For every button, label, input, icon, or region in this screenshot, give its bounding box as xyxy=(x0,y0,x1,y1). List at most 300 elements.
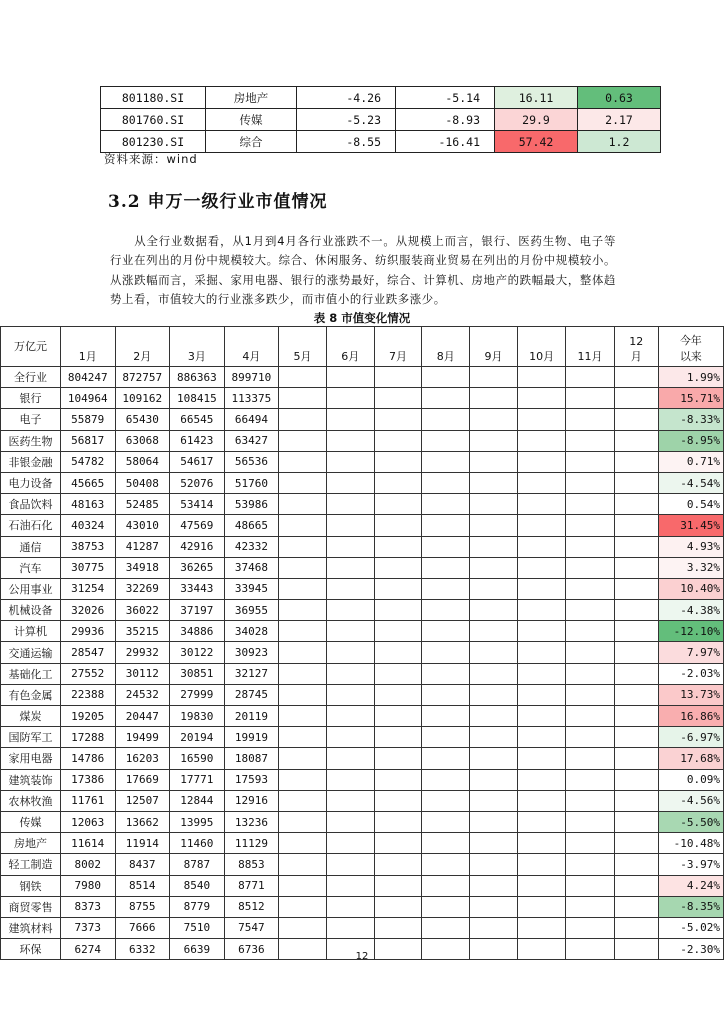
month-value-cell: 18087 xyxy=(224,748,279,769)
month-value-cell: 33443 xyxy=(170,578,225,599)
empty-month-cell xyxy=(279,854,327,875)
ytd-change-cell: 7.97% xyxy=(658,642,723,663)
empty-month-cell xyxy=(374,600,422,621)
empty-month-cell xyxy=(614,600,658,621)
ytd-change-cell: -8.95% xyxy=(658,430,723,451)
industry-name-cell: 建筑装饰 xyxy=(1,769,61,790)
empty-month-cell xyxy=(279,875,327,896)
month-value-cell: 29936 xyxy=(60,621,115,642)
empty-month-cell xyxy=(374,854,422,875)
month-value-cell: 38753 xyxy=(60,536,115,557)
month-value-cell: 63068 xyxy=(115,430,170,451)
month-value-cell: 8002 xyxy=(60,854,115,875)
empty-month-cell xyxy=(470,727,518,748)
month-value-cell: 48665 xyxy=(224,515,279,536)
empty-month-cell xyxy=(614,515,658,536)
table-row xyxy=(1,451,724,472)
empty-month-cell xyxy=(326,917,374,938)
empty-month-cell xyxy=(614,875,658,896)
month-value-cell: 36265 xyxy=(170,557,225,578)
month-value-cell: 66494 xyxy=(224,409,279,430)
month-header: 1月 xyxy=(60,327,115,367)
industry-name-cell: 国防军工 xyxy=(1,727,61,748)
index-returns-table xyxy=(100,86,661,153)
empty-month-cell xyxy=(422,854,470,875)
ytd-change-cell: 0.71% xyxy=(658,451,723,472)
month-header: 7月 xyxy=(374,327,422,367)
table-row xyxy=(1,642,724,663)
table-row xyxy=(1,409,724,430)
empty-month-cell xyxy=(374,494,422,515)
empty-month-cell xyxy=(566,536,614,557)
month-value-cell: 47569 xyxy=(170,515,225,536)
empty-month-cell xyxy=(326,748,374,769)
value-cell: -8.55 xyxy=(297,131,396,153)
industry-name-cell: 通信 xyxy=(1,536,61,557)
month-header: 9月 xyxy=(470,327,518,367)
empty-month-cell xyxy=(374,727,422,748)
empty-month-cell xyxy=(614,727,658,748)
ytd-change-cell: 4.24% xyxy=(658,875,723,896)
industry-name-cell: 轻工制造 xyxy=(1,854,61,875)
empty-month-cell xyxy=(517,875,565,896)
empty-month-cell xyxy=(566,430,614,451)
empty-month-cell xyxy=(374,536,422,557)
table-row xyxy=(101,87,661,109)
month-value-cell: 65430 xyxy=(115,409,170,430)
month-value-cell: 52076 xyxy=(170,472,225,493)
empty-month-cell xyxy=(422,684,470,705)
heat-value-cell: 2.17 xyxy=(578,109,661,131)
month-value-cell: 8512 xyxy=(224,896,279,917)
empty-month-cell xyxy=(517,430,565,451)
month-value-cell: 28745 xyxy=(224,684,279,705)
empty-month-cell xyxy=(279,557,327,578)
empty-month-cell xyxy=(614,917,658,938)
heat-value-cell: 29.9 xyxy=(495,109,578,131)
empty-month-cell xyxy=(566,388,614,409)
empty-month-cell xyxy=(566,833,614,854)
month-value-cell: 11614 xyxy=(60,833,115,854)
empty-month-cell xyxy=(422,917,470,938)
empty-month-cell xyxy=(517,833,565,854)
table-row xyxy=(1,684,724,705)
empty-month-cell xyxy=(566,684,614,705)
empty-month-cell xyxy=(517,917,565,938)
empty-month-cell xyxy=(326,769,374,790)
empty-month-cell xyxy=(422,706,470,727)
month-value-cell: 11914 xyxy=(115,833,170,854)
month-value-cell: 804247 xyxy=(60,367,115,388)
empty-month-cell xyxy=(470,684,518,705)
ytd-change-cell: -2.30% xyxy=(658,939,723,960)
month-value-cell: 43010 xyxy=(115,515,170,536)
month-value-cell: 12916 xyxy=(224,790,279,811)
empty-month-cell xyxy=(566,748,614,769)
table-row xyxy=(1,811,724,832)
month-value-cell: 41287 xyxy=(115,536,170,557)
empty-month-cell xyxy=(422,642,470,663)
month-value-cell: 32269 xyxy=(115,578,170,599)
empty-month-cell xyxy=(279,811,327,832)
month-value-cell: 28547 xyxy=(60,642,115,663)
month-value-cell: 53414 xyxy=(170,494,225,515)
table-row xyxy=(1,578,724,599)
empty-month-cell xyxy=(279,917,327,938)
empty-month-cell xyxy=(326,727,374,748)
empty-month-cell xyxy=(614,642,658,663)
ytd-change-cell: -8.33% xyxy=(658,409,723,430)
empty-month-cell xyxy=(326,409,374,430)
empty-month-cell xyxy=(374,430,422,451)
empty-month-cell xyxy=(470,854,518,875)
empty-month-cell xyxy=(326,896,374,917)
empty-month-cell xyxy=(422,621,470,642)
ytd-change-cell: 0.54% xyxy=(658,494,723,515)
empty-month-cell xyxy=(470,896,518,917)
table-row xyxy=(1,367,724,388)
empty-month-cell xyxy=(279,578,327,599)
empty-month-cell xyxy=(517,409,565,430)
table-row xyxy=(1,854,724,875)
empty-month-cell xyxy=(374,833,422,854)
empty-month-cell xyxy=(279,367,327,388)
month-12-header xyxy=(614,327,658,367)
empty-month-cell xyxy=(422,896,470,917)
value-cell: -5.14 xyxy=(396,87,495,109)
month-value-cell: 8755 xyxy=(115,896,170,917)
month-value-cell: 8540 xyxy=(170,875,225,896)
empty-month-cell xyxy=(422,367,470,388)
month-header: 3月 xyxy=(170,327,225,367)
industry-name-cell: 综合 xyxy=(206,131,297,153)
empty-month-cell xyxy=(566,811,614,832)
ytd-change-cell: 4.93% xyxy=(658,536,723,557)
empty-month-cell xyxy=(326,388,374,409)
empty-month-cell xyxy=(279,684,327,705)
empty-month-cell xyxy=(470,663,518,684)
empty-month-cell xyxy=(470,367,518,388)
empty-month-cell xyxy=(614,621,658,642)
empty-month-cell xyxy=(614,494,658,515)
month-header: 4月 xyxy=(224,327,279,367)
empty-month-cell xyxy=(422,494,470,515)
month-12-bottom: 月 xyxy=(630,350,642,363)
empty-month-cell xyxy=(279,494,327,515)
empty-month-cell xyxy=(566,472,614,493)
empty-month-cell xyxy=(614,472,658,493)
empty-month-cell xyxy=(614,557,658,578)
empty-month-cell xyxy=(566,451,614,472)
industry-name-cell: 医药生物 xyxy=(1,430,61,451)
table-row xyxy=(1,515,724,536)
empty-month-cell xyxy=(517,451,565,472)
month-value-cell: 19919 xyxy=(224,727,279,748)
month-value-cell: 11761 xyxy=(60,790,115,811)
month-value-cell: 8779 xyxy=(170,896,225,917)
industry-name-cell: 交通运输 xyxy=(1,642,61,663)
month-value-cell: 19830 xyxy=(170,706,225,727)
empty-month-cell xyxy=(566,875,614,896)
empty-month-cell xyxy=(279,409,327,430)
ytd-change-cell: 16.86% xyxy=(658,706,723,727)
month-value-cell: 48163 xyxy=(60,494,115,515)
month-value-cell: 17386 xyxy=(60,769,115,790)
month-value-cell: 12063 xyxy=(60,811,115,832)
month-value-cell: 872757 xyxy=(115,367,170,388)
empty-month-cell xyxy=(470,430,518,451)
empty-month-cell xyxy=(566,600,614,621)
empty-month-cell xyxy=(374,790,422,811)
industry-name-cell: 煤炭 xyxy=(1,706,61,727)
empty-month-cell xyxy=(470,600,518,621)
empty-month-cell xyxy=(517,472,565,493)
empty-month-cell xyxy=(566,790,614,811)
empty-month-cell xyxy=(279,790,327,811)
ytd-change-cell: -5.50% xyxy=(658,811,723,832)
month-value-cell: 20447 xyxy=(115,706,170,727)
month-value-cell: 32026 xyxy=(60,600,115,621)
empty-month-cell xyxy=(374,706,422,727)
ytd-change-cell: 10.40% xyxy=(658,578,723,599)
empty-month-cell xyxy=(279,769,327,790)
table-row xyxy=(1,621,724,642)
empty-month-cell xyxy=(517,388,565,409)
month-value-cell: 7510 xyxy=(170,917,225,938)
month-value-cell: 37197 xyxy=(170,600,225,621)
empty-month-cell xyxy=(614,833,658,854)
empty-month-cell xyxy=(614,769,658,790)
empty-month-cell xyxy=(326,451,374,472)
table-row xyxy=(1,430,724,451)
table-row xyxy=(1,727,724,748)
empty-month-cell xyxy=(517,896,565,917)
month-value-cell: 36022 xyxy=(115,600,170,621)
empty-month-cell xyxy=(422,515,470,536)
empty-month-cell xyxy=(614,451,658,472)
table-row xyxy=(1,536,724,557)
heat-value-cell: 0.63 xyxy=(578,87,661,109)
empty-month-cell xyxy=(422,600,470,621)
empty-month-cell xyxy=(566,367,614,388)
heat-value-cell: 1.2 xyxy=(578,131,661,153)
industry-name-cell: 建筑材料 xyxy=(1,917,61,938)
empty-month-cell xyxy=(566,494,614,515)
month-value-cell: 17669 xyxy=(115,769,170,790)
empty-month-cell xyxy=(326,494,374,515)
month-value-cell: 13995 xyxy=(170,811,225,832)
empty-month-cell xyxy=(517,578,565,599)
empty-month-cell xyxy=(326,515,374,536)
empty-month-cell xyxy=(566,917,614,938)
month-value-cell: 56536 xyxy=(224,451,279,472)
empty-month-cell xyxy=(517,642,565,663)
ytd-change-cell: -4.56% xyxy=(658,790,723,811)
month-value-cell: 17593 xyxy=(224,769,279,790)
month-value-cell: 113375 xyxy=(224,388,279,409)
table-row xyxy=(1,706,724,727)
empty-month-cell xyxy=(517,748,565,769)
empty-month-cell xyxy=(374,472,422,493)
table-row xyxy=(101,109,661,131)
ytd-change-cell: 15.71% xyxy=(658,388,723,409)
ytd-change-cell: -5.02% xyxy=(658,917,723,938)
empty-month-cell xyxy=(517,494,565,515)
empty-month-cell xyxy=(517,600,565,621)
value-cell: -8.93 xyxy=(396,109,495,131)
empty-month-cell xyxy=(374,578,422,599)
month-header: 2月 xyxy=(115,327,170,367)
empty-month-cell xyxy=(326,578,374,599)
empty-month-cell xyxy=(374,621,422,642)
month-value-cell: 11460 xyxy=(170,833,225,854)
table-row xyxy=(1,557,724,578)
empty-month-cell xyxy=(517,790,565,811)
month-value-cell: 30122 xyxy=(170,642,225,663)
empty-month-cell xyxy=(566,854,614,875)
month-header: 10月 xyxy=(517,327,565,367)
empty-month-cell xyxy=(566,409,614,430)
empty-month-cell xyxy=(517,727,565,748)
industry-name-cell: 计算机 xyxy=(1,621,61,642)
unit-header: 万亿元 xyxy=(1,327,61,367)
industry-name-cell: 钢铁 xyxy=(1,875,61,896)
empty-month-cell xyxy=(566,896,614,917)
month-value-cell: 34918 xyxy=(115,557,170,578)
month-value-cell: 34028 xyxy=(224,621,279,642)
month-value-cell: 8771 xyxy=(224,875,279,896)
month-value-cell: 12844 xyxy=(170,790,225,811)
ytd-change-cell: 31.45% xyxy=(658,515,723,536)
month-value-cell: 12507 xyxy=(115,790,170,811)
industry-name-cell: 银行 xyxy=(1,388,61,409)
empty-month-cell xyxy=(326,642,374,663)
empty-month-cell xyxy=(422,748,470,769)
empty-month-cell xyxy=(326,811,374,832)
industry-name-cell: 基础化工 xyxy=(1,663,61,684)
empty-month-cell xyxy=(517,663,565,684)
month-value-cell: 7980 xyxy=(60,875,115,896)
month-value-cell: 54617 xyxy=(170,451,225,472)
month-value-cell: 17288 xyxy=(60,727,115,748)
empty-month-cell xyxy=(422,790,470,811)
empty-month-cell xyxy=(614,409,658,430)
empty-month-cell xyxy=(326,663,374,684)
ytd-change-cell: -8.35% xyxy=(658,896,723,917)
empty-month-cell xyxy=(470,748,518,769)
industry-name-cell: 全行业 xyxy=(1,367,61,388)
empty-month-cell xyxy=(517,684,565,705)
empty-month-cell xyxy=(279,388,327,409)
month-value-cell: 58064 xyxy=(115,451,170,472)
empty-month-cell xyxy=(279,430,327,451)
industry-name-cell: 石油石化 xyxy=(1,515,61,536)
table-caption: 表 8 市值变化情况 xyxy=(313,311,411,325)
empty-month-cell xyxy=(422,727,470,748)
empty-month-cell xyxy=(517,536,565,557)
table-row xyxy=(1,769,724,790)
month-value-cell: 13236 xyxy=(224,811,279,832)
ytd-header-bottom: 以来 xyxy=(679,350,702,363)
empty-month-cell xyxy=(374,896,422,917)
industry-name-cell: 商贸零售 xyxy=(1,896,61,917)
month-value-cell: 37468 xyxy=(224,557,279,578)
empty-month-cell xyxy=(517,854,565,875)
month-value-cell: 8437 xyxy=(115,854,170,875)
empty-month-cell xyxy=(422,409,470,430)
empty-month-cell xyxy=(422,875,470,896)
month-12-top: 12 xyxy=(629,335,644,348)
month-header: 11月 xyxy=(566,327,614,367)
empty-month-cell xyxy=(422,663,470,684)
empty-month-cell xyxy=(470,706,518,727)
empty-month-cell xyxy=(326,536,374,557)
empty-month-cell xyxy=(326,472,374,493)
heat-value-cell: 16.11 xyxy=(495,87,578,109)
month-value-cell: 108415 xyxy=(170,388,225,409)
empty-month-cell xyxy=(566,557,614,578)
value-cell: -16.41 xyxy=(396,131,495,153)
empty-month-cell xyxy=(614,790,658,811)
empty-month-cell xyxy=(374,557,422,578)
empty-month-cell xyxy=(279,472,327,493)
empty-month-cell xyxy=(614,367,658,388)
empty-month-cell xyxy=(422,769,470,790)
empty-month-cell xyxy=(566,663,614,684)
ytd-header-top: 今年 xyxy=(679,334,702,347)
month-value-cell: 899710 xyxy=(224,367,279,388)
empty-month-cell xyxy=(279,896,327,917)
index-code-cell: 801760.SI xyxy=(101,109,206,131)
empty-month-cell xyxy=(374,917,422,938)
month-value-cell: 50408 xyxy=(115,472,170,493)
empty-month-cell xyxy=(614,430,658,451)
empty-month-cell xyxy=(470,494,518,515)
empty-month-cell xyxy=(422,811,470,832)
ytd-change-cell: 17.68% xyxy=(658,748,723,769)
empty-month-cell xyxy=(614,706,658,727)
month-value-cell: 109162 xyxy=(115,388,170,409)
empty-month-cell xyxy=(279,642,327,663)
ytd-change-cell: -4.54% xyxy=(658,472,723,493)
industry-name-cell: 家用电器 xyxy=(1,748,61,769)
month-value-cell: 19499 xyxy=(115,727,170,748)
ytd-change-cell: -2.03% xyxy=(658,663,723,684)
month-value-cell: 66545 xyxy=(170,409,225,430)
empty-month-cell xyxy=(566,727,614,748)
empty-month-cell xyxy=(517,706,565,727)
industry-name-cell: 房地产 xyxy=(206,87,297,109)
empty-month-cell xyxy=(470,578,518,599)
empty-month-cell xyxy=(279,536,327,557)
month-value-cell: 54782 xyxy=(60,451,115,472)
ytd-change-cell: 3.32% xyxy=(658,557,723,578)
month-value-cell: 8787 xyxy=(170,854,225,875)
empty-month-cell xyxy=(470,388,518,409)
empty-month-cell xyxy=(326,621,374,642)
industry-name-cell: 汽车 xyxy=(1,557,61,578)
empty-month-cell xyxy=(470,451,518,472)
table-row xyxy=(1,600,724,621)
empty-month-cell xyxy=(326,875,374,896)
empty-month-cell xyxy=(422,388,470,409)
source-note: 资料来源：wind xyxy=(104,152,198,166)
empty-month-cell xyxy=(374,663,422,684)
ytd-change-cell: 1.99% xyxy=(658,367,723,388)
month-value-cell: 6639 xyxy=(170,939,225,960)
month-value-cell: 13662 xyxy=(115,811,170,832)
empty-month-cell xyxy=(422,472,470,493)
